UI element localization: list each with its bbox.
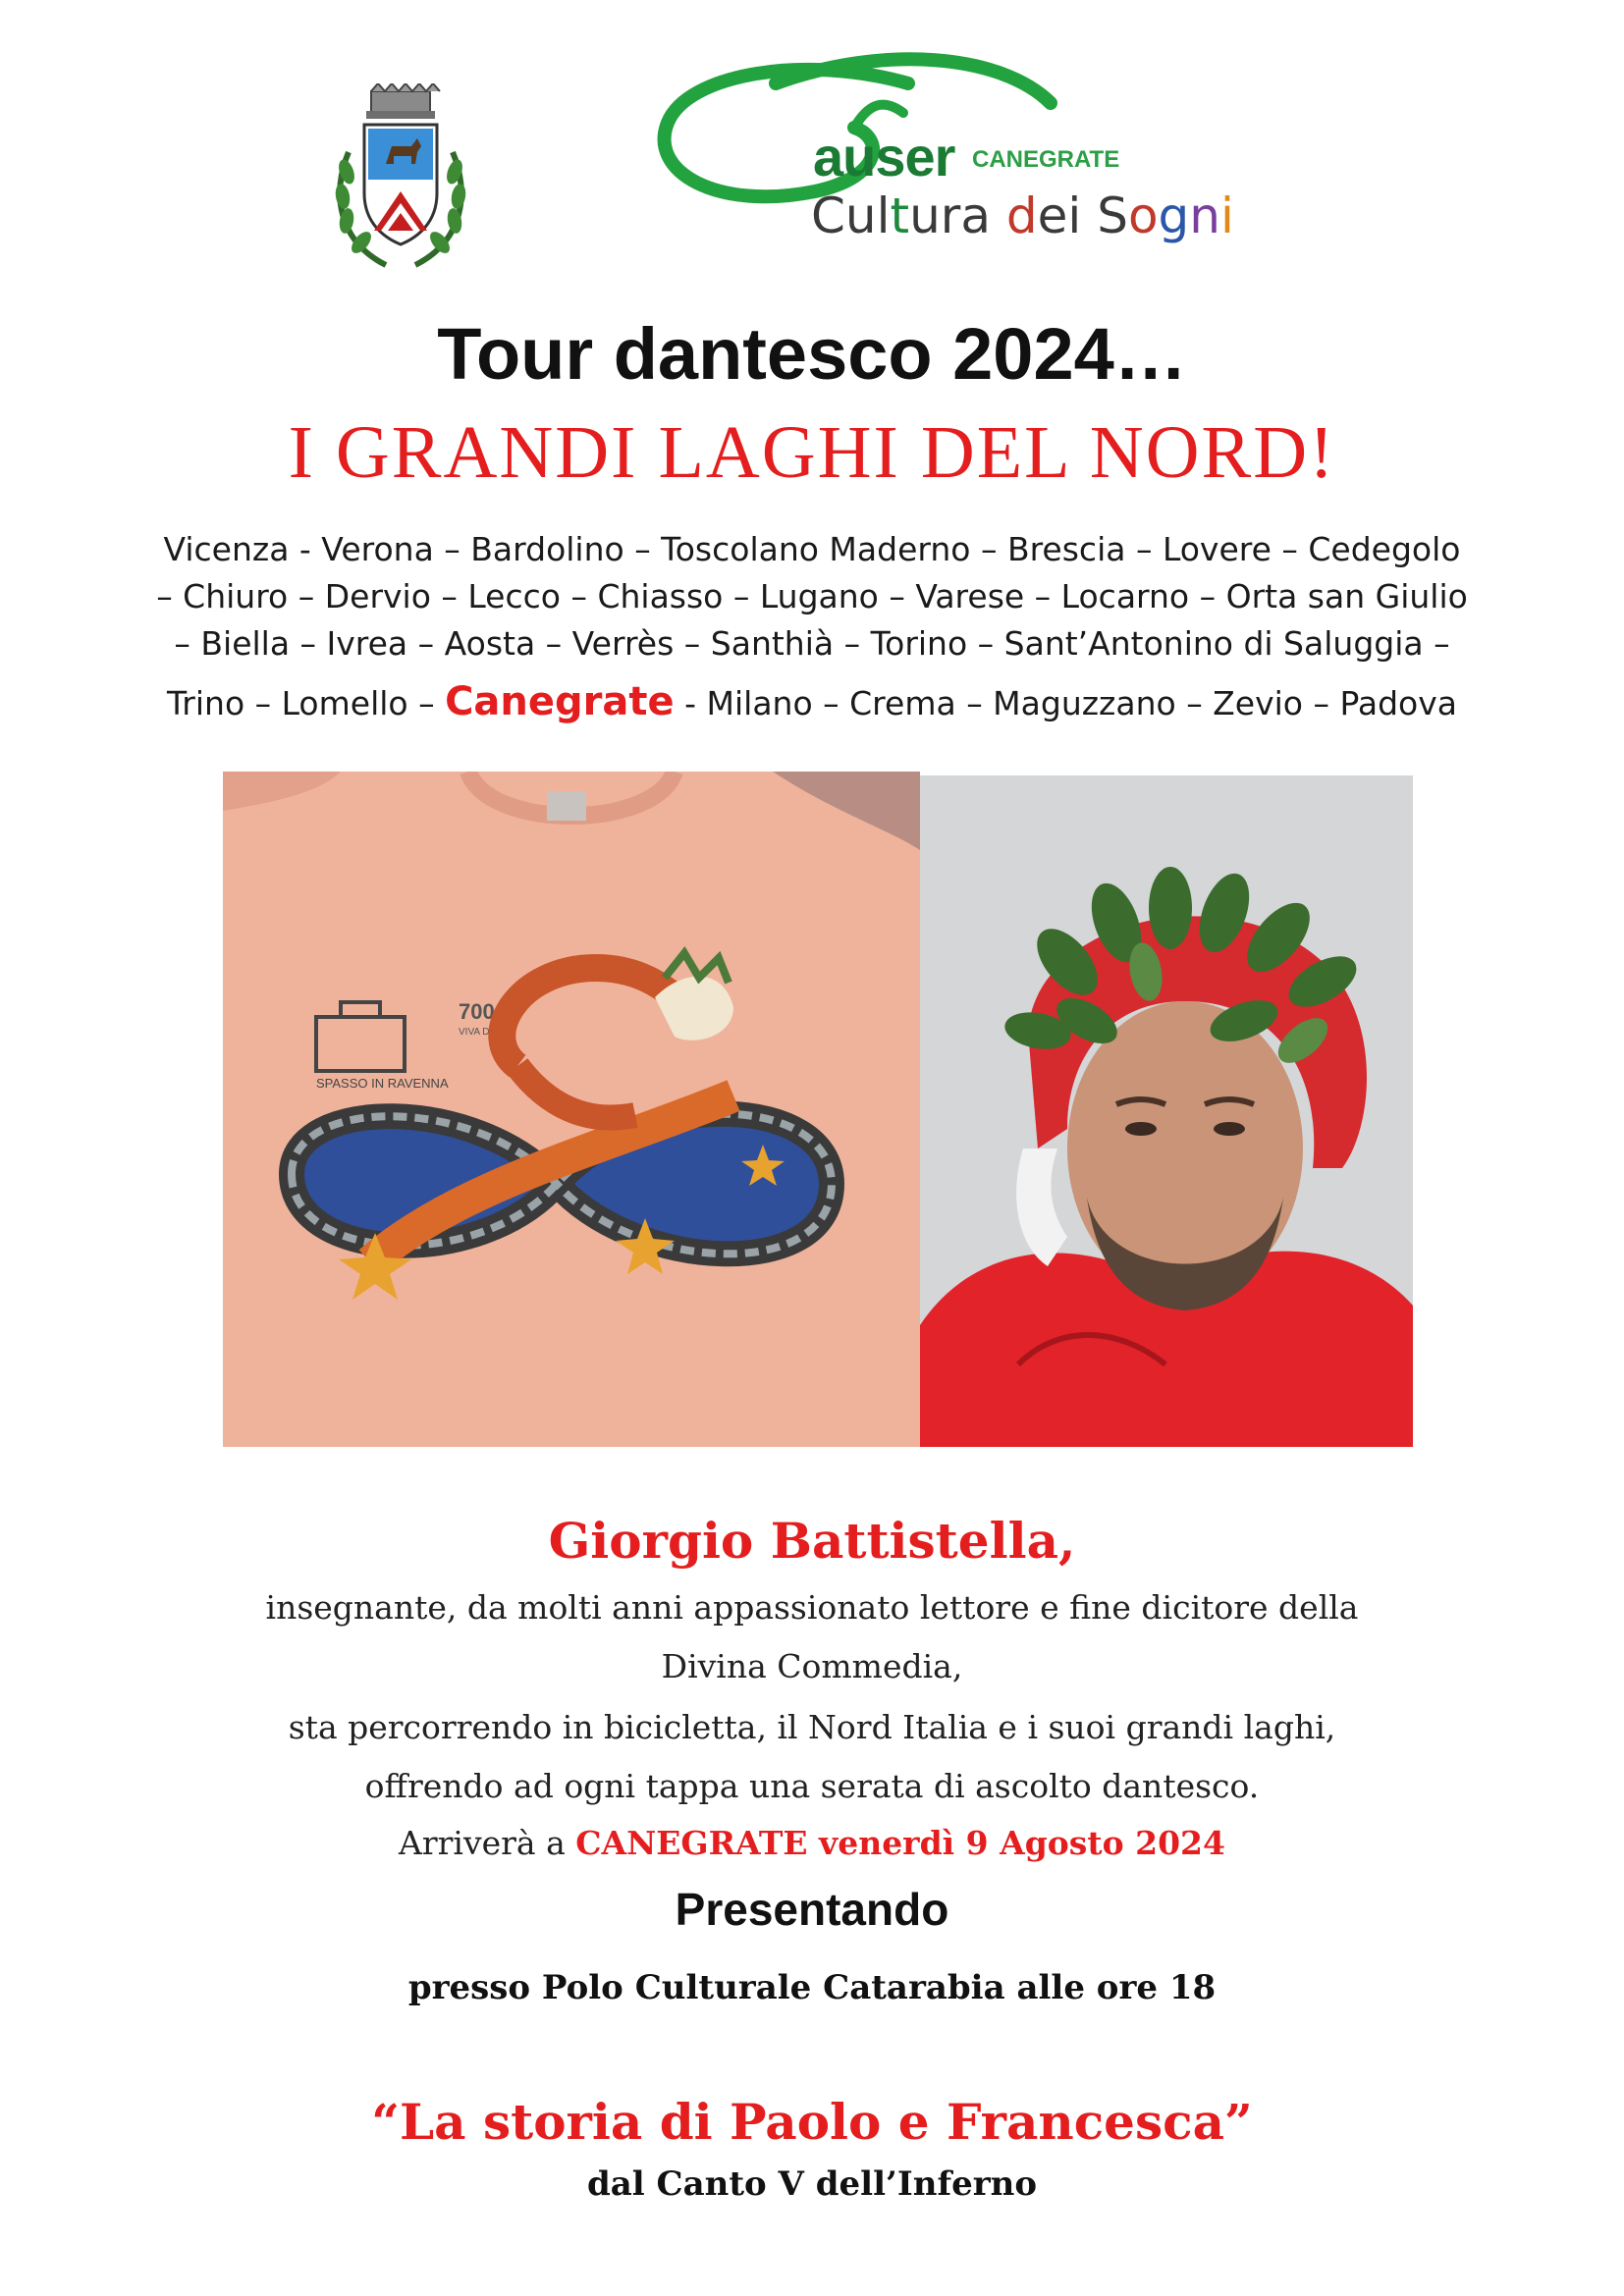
crest-icon [327,83,474,285]
highlighted-stop: Canegrate [445,679,675,724]
stops-line: – Chiuro – Dervio – Lecco – Chiasso – Lugano – Varese – Locarno – Orta san Giulio [156,577,1468,615]
description-line: offrendo ad ogni tappa una serata di ascolto dantesco. [364,1767,1260,1805]
stops-line: Vicenza - Verona – Bardolino – Toscolano Maderno – Brescia – Lovere – Cedegolo [163,530,1461,568]
shirt-anniversary-text: 700 [459,999,495,1024]
page-title: Tour dantesco 2024… [437,313,1187,395]
arrival-date: CANEGRATE venerdì 9 Agosto 2024 [575,1824,1225,1862]
description-line: Divina Commedia, [661,1647,963,1685]
tshirt-photo [223,772,920,1447]
stops-line: – Biella – Ivrea – Aosta – Verrès – Santhià – Torino – Sant’Antonino di Saluggia – [174,624,1450,663]
show-title: “La storia di Paolo e Francesca” [371,2093,1253,2151]
shirt-brand-text: SPASSO IN RAVENNA [316,1076,449,1091]
logo-brand: auser [813,126,955,187]
dante-portrait-photo [920,775,1413,1447]
page-subtitle: I GRANDI LAGHI DEL NORD! [288,411,1336,494]
description-line: sta percorrendo in bicicletta, il Nord Italia e i suoi grandi laghi, [288,1708,1336,1746]
logo-tagline: Cultura dei Sogni [811,187,1234,244]
description-line: insegnante, da molti anni appassionato lettore e fine dicitore della [265,1588,1359,1627]
show-subtitle: dal Canto V dell’Inferno [586,2164,1038,2204]
presenter-name: Giorgio Battistella, [548,1512,1076,1570]
venue-line: presso Polo Culturale Catarabia alle ore 18 [407,1968,1217,2007]
stops-line: Trino – Lomello – Canegrate - Milano – Crema – Maguzzano – Zevio – Padova [167,679,1457,724]
shirt-anniversary-sub: VIVA DANTE [459,1027,516,1038]
logo-brand-sub: CANEGRATE [972,146,1120,173]
arrival-line: Arriverà a CANEGRATE venerdì 9 Agosto 2024 [399,1824,1225,1862]
auser-logo [628,44,1267,250]
municipal-crest [327,83,474,285]
presenting-heading: Presentando [675,1884,949,1935]
